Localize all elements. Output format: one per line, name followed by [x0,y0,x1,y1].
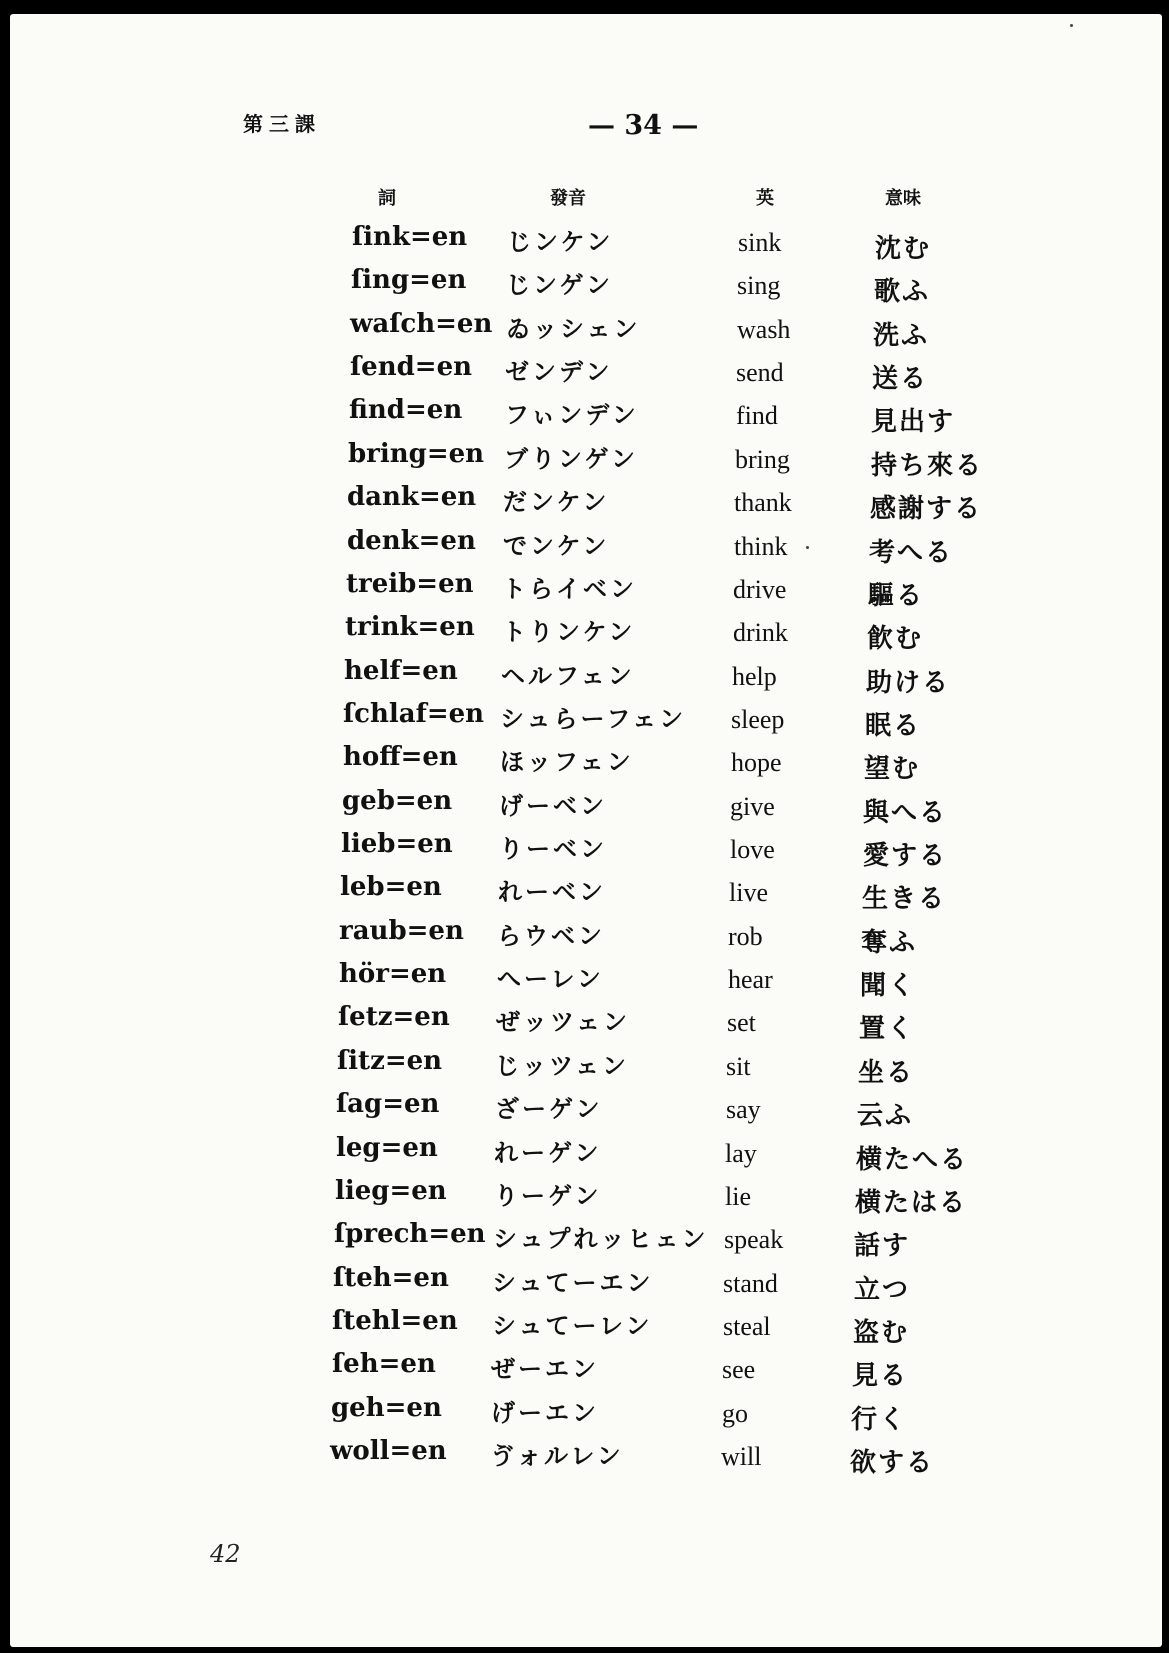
english-word: set [727,1008,756,1037]
japanese-meaning: 生きる [862,884,947,914]
table-row [0,309,1169,349]
japanese-meaning: 感謝する [870,494,983,524]
table-row [0,612,1169,652]
japanese-meaning: 聞く [860,971,917,1001]
table-row [0,1436,1169,1476]
pronunciation: げーエン [491,1399,599,1427]
table-row [0,352,1169,392]
german-word: lieg=en [335,1176,447,1206]
pronunciation: らウベン [497,922,605,950]
pronunciation: トらイベン [502,575,637,603]
japanese-meaning: 話す [854,1231,911,1261]
japanese-meaning: 考へる [869,538,954,568]
table-row [0,1349,1169,1389]
english-word: will [721,1442,762,1471]
table-row [0,699,1169,739]
english-word: sink [738,228,782,257]
german-word: woll=en [330,1436,447,1466]
english-word: send [736,358,784,387]
table-row [0,395,1169,435]
column-header-english: 英 [756,188,774,209]
japanese-meaning: 持ち來る [871,451,984,481]
pronunciation: ゐッシェン [506,315,641,343]
english-word: drive [733,575,787,604]
german-word: geh=en [331,1393,442,1423]
pronunciation: じッツェン [495,1052,630,1080]
pronunciation: ほッフェン [500,748,634,776]
german-word: ſeh=en [332,1349,436,1379]
japanese-meaning: 見る [852,1361,909,1391]
column-header-pronunciation: 發音 [550,188,586,209]
japanese-meaning: 立つ [854,1275,911,1305]
pronunciation: ぜッツェン [496,1008,631,1036]
pronunciation: ざーゲン [495,1095,603,1123]
english-word: thank [734,488,792,517]
japanese-meaning: 送る [872,364,929,394]
pronunciation: へーレン [497,965,604,993]
pronunciation: れーベン [498,878,606,906]
pronunciation: ブりンゲン [504,445,639,473]
german-word: ſag=en [336,1089,440,1119]
english-word: give [730,792,775,821]
table-row [0,482,1169,522]
pronunciation: シュてーレン [492,1312,653,1340]
english-word: hope [731,748,782,777]
english-word: live [729,878,768,907]
english-word: wash [737,315,791,344]
german-word: trink=en [345,612,475,642]
japanese-meaning: 盗む [853,1318,910,1348]
japanese-meaning: 助ける [866,668,951,698]
table-row [0,1133,1169,1173]
german-word: treib=en [346,569,474,599]
japanese-meaning: 横たはる [855,1188,968,1218]
german-word: helf=en [344,656,458,686]
german-word: ſprech=en [334,1219,486,1249]
pronunciation: じンケン [507,228,614,256]
lesson-label: 第三課 [243,112,321,136]
folio-number: 42 [210,1540,241,1568]
english-word: hear [728,965,773,994]
pronunciation: ぜーエン [491,1355,599,1383]
german-word: hör=en [339,959,447,989]
table-row [0,916,1169,956]
english-word: sleep [731,705,785,734]
japanese-meaning: 坐る [858,1058,915,1088]
german-word: hoff=en [343,742,458,772]
japanese-meaning: 愛する [863,841,948,871]
english-word: think [734,532,788,561]
japanese-meaning: 洗ふ [873,321,930,351]
pronunciation: りーゲン [494,1182,602,1210]
japanese-meaning: 望む [864,754,921,784]
column-header-meaning: 意味 [885,188,921,209]
german-word: ſteh=en [333,1263,449,1293]
pronunciation: シュプれッヒェン [493,1225,709,1253]
german-word: raub=en [339,916,464,946]
english-word: drink [733,618,788,647]
table-row [0,526,1169,566]
page-number: — 34 — [588,110,699,141]
german-word: leb=en [340,872,442,902]
table-row [0,265,1169,305]
table-row [0,959,1169,999]
english-word: lay [725,1139,757,1168]
japanese-meaning: 云ふ [857,1101,914,1131]
german-word: ſchlaf=en [343,699,485,729]
japanese-meaning: 横たへる [856,1145,969,1175]
table-row [0,1393,1169,1433]
column-header-word: 詞 [378,188,396,209]
english-word: go [722,1399,748,1428]
german-word: lieb=en [341,829,453,859]
table-row [0,222,1169,262]
pronunciation: フぃンデン [505,401,639,429]
english-word: help [732,662,777,691]
pronunciation: ゔォルレン [490,1442,624,1470]
table-row [0,742,1169,782]
english-word: lie [725,1182,751,1211]
english-word: see [722,1355,756,1384]
pronunciation: でンケン [503,532,610,560]
table-row [0,1306,1169,1346]
japanese-meaning: 行く [851,1405,908,1435]
pronunciation: シュてーエン [492,1269,654,1297]
ink-speck [1070,24,1073,27]
german-word: waſch=en [350,309,493,339]
table-row [0,656,1169,696]
table-row [0,1002,1169,1042]
german-word: ſetz=en [338,1002,450,1032]
japanese-meaning: 眠る [865,711,922,741]
pronunciation: れーゲン [494,1139,602,1167]
german-word: ſing=en [351,265,467,295]
pronunciation: ヘルフェン [501,662,635,690]
english-word: sing [737,271,781,300]
table-row [0,829,1169,869]
japanese-meaning: 置く [859,1014,916,1044]
japanese-meaning: 見出す [871,407,956,437]
english-word: find [736,401,778,430]
english-word: speak [724,1225,784,1254]
english-word: love [730,835,775,864]
table-row [0,786,1169,826]
german-word: ſend=en [350,352,473,382]
german-word: bring=en [348,439,485,469]
german-word: find=en [349,395,463,425]
pronunciation: だンケン [503,488,610,516]
japanese-meaning: 欲する [850,1448,935,1478]
german-word: dank=en [347,482,477,512]
japanese-meaning: 驅る [868,581,925,611]
japanese-meaning: 與へる [863,798,948,828]
table-row [0,1176,1169,1216]
german-word: ſtehl=en [332,1306,458,1336]
table-row [0,1219,1169,1259]
japanese-meaning: 歌ふ [874,277,931,307]
pronunciation: りーベン [499,835,607,863]
english-word: rob [728,922,763,951]
japanese-meaning: 沈む [875,234,932,264]
english-word: steal [723,1312,771,1341]
japanese-meaning: 奪ふ [861,928,918,958]
german-word: ſitz=en [337,1046,443,1076]
english-word: say [726,1095,761,1124]
pronunciation: トりンケン [502,618,636,646]
table-row [0,569,1169,609]
english-word: sit [726,1052,751,1081]
german-word: denk=en [347,526,476,556]
german-word: geb=en [342,786,453,816]
pronunciation: ゼンデン [505,358,613,386]
table-row [0,1263,1169,1303]
table-row [0,872,1169,912]
pronunciation: げーベン [499,792,607,820]
english-word: bring [735,445,790,474]
german-word: ſink=en [352,222,468,252]
german-word: leg=en [336,1133,438,1163]
english-word: stand [723,1269,778,1298]
table-row [0,1089,1169,1129]
table-row [0,439,1169,479]
table-row [0,1046,1169,1086]
japanese-meaning: 飮む [867,624,924,654]
pronunciation: シュらーフェン [500,705,687,733]
pronunciation: じンゲン [506,271,614,299]
